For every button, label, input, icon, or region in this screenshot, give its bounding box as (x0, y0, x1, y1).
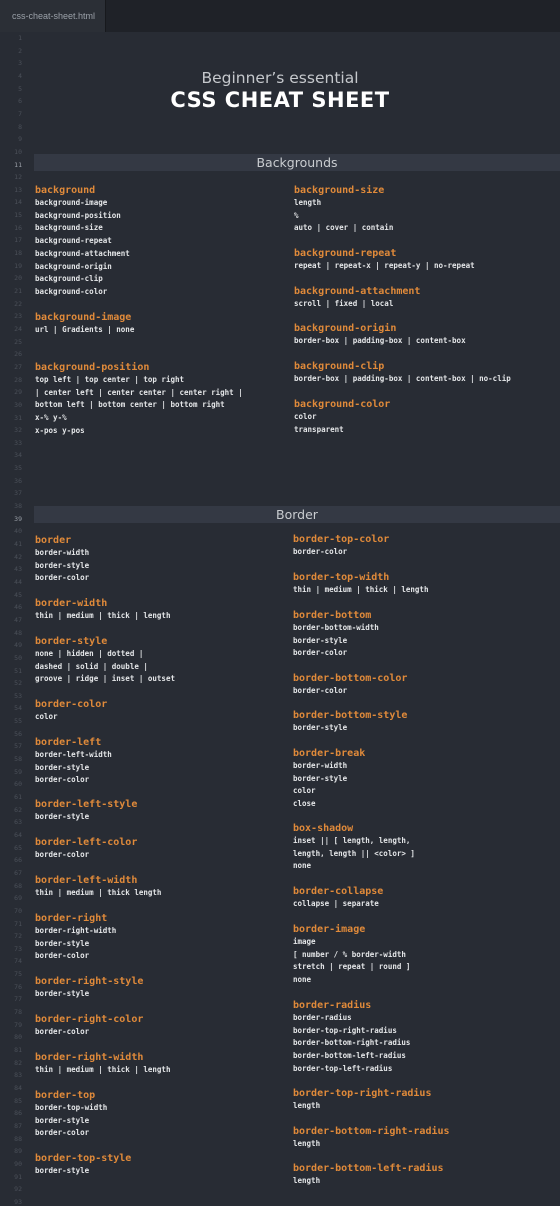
line-number: 86 (14, 1109, 22, 1118)
line-number: 58 (14, 755, 22, 764)
property-block (293, 885, 383, 911)
property-value: border-bottom-right-radius (293, 1038, 411, 1048)
property-name: border-radius (293, 1000, 372, 1011)
line-number: 87 (14, 1121, 22, 1130)
property-value: inset || [ length, length, (293, 836, 411, 845)
property-value: collapse | separate (293, 899, 379, 908)
line-number: 90 (14, 1159, 22, 1168)
line-number: 42 (14, 552, 22, 561)
line-number: 68 (14, 881, 22, 890)
property-value: length (293, 1139, 321, 1148)
property-value: border-color (293, 686, 348, 695)
property-block (35, 635, 175, 686)
property-value: border-style (35, 1115, 90, 1125)
property-name: background-position (35, 362, 150, 373)
line-number: 76 (14, 982, 22, 991)
property-name: border-left-style (35, 799, 138, 810)
page-title: CSS CHEAT SHEET (170, 88, 390, 112)
property-value: repeat | repeat-x | repeat-y | no-repeat (294, 261, 475, 270)
property-value: border-color (35, 775, 90, 785)
property-block (293, 672, 407, 698)
property-value: url | Gradients | none (35, 325, 135, 334)
line-number: 45 (14, 590, 22, 599)
line-number: 16 (14, 223, 22, 232)
line-number: 63 (14, 818, 22, 827)
line-number: 43 (14, 565, 22, 574)
property-block (35, 534, 89, 585)
property-name: border-image (293, 924, 366, 935)
line-number: 20 (14, 274, 22, 283)
line-number: 13 (14, 185, 22, 194)
line-number: 17 (14, 236, 22, 245)
line-number: 64 (14, 830, 22, 839)
editor[interactable] (0, 32, 560, 1206)
property-block (293, 571, 428, 597)
section-header-backgrounds (34, 154, 560, 171)
line-number: 75 (14, 970, 22, 979)
property-value: border-bottom-left-radius (293, 1051, 406, 1061)
property-name: background-size (294, 185, 385, 196)
property-value: border-style (35, 560, 90, 570)
line-number: 61 (14, 793, 22, 801)
property-value: thin | medium | thick length (35, 888, 162, 897)
line-number: 32 (14, 426, 22, 435)
line-number: 89 (14, 1147, 22, 1156)
property-name: border-right (35, 913, 108, 924)
property-block (294, 247, 475, 273)
property-block (294, 360, 511, 386)
property-name: border-bottom-left-radius (293, 1163, 444, 1174)
line-number: 50 (14, 653, 22, 662)
property-block (35, 311, 134, 337)
property-value: border-style (35, 812, 90, 821)
property-name: border-style (35, 636, 108, 647)
property-block (35, 975, 143, 1001)
line-number: 21 (14, 287, 22, 295)
line-number: 59 (14, 767, 22, 776)
property-name: border-bottom (293, 610, 372, 621)
line-number: 14 (14, 198, 22, 207)
property-value: border-color (35, 1027, 90, 1036)
line-number-gutter (0, 32, 26, 1206)
property-value: transparent (294, 424, 344, 434)
property-name: border-right-style (35, 976, 144, 987)
property-value: color (35, 712, 58, 721)
line-number: 52 (14, 679, 22, 688)
line-number: 39 (14, 514, 22, 523)
property-value: dashed | solid | double | (35, 661, 148, 671)
property-value: background-clip (35, 274, 103, 284)
line-number: 47 (14, 615, 22, 624)
property-value: border-style (293, 635, 348, 645)
page-subtitle: Beginner’s essential (201, 69, 359, 87)
line-number: 3 (18, 59, 22, 68)
property-value: border-style (35, 938, 90, 948)
property-value: background-attachment (35, 248, 130, 258)
line-number: 60 (14, 780, 22, 789)
property-value: x-% y-% (35, 413, 67, 423)
property-block (35, 361, 243, 438)
line-number: 1 (18, 34, 22, 42)
line-number: 51 (14, 666, 22, 675)
line-number: 10 (14, 147, 22, 156)
line-number: 91 (14, 1172, 22, 1181)
property-value: border-style (35, 989, 90, 998)
line-number: 67 (14, 868, 22, 877)
property-block (293, 923, 410, 987)
property-block (35, 1051, 170, 1077)
property-value: border-top-width (35, 1103, 108, 1112)
line-number: 65 (14, 843, 22, 852)
property-block (294, 184, 393, 235)
property-value: border-style (35, 762, 90, 772)
property-block (35, 874, 161, 900)
property-name: border-bottom-right-radius (293, 1126, 450, 1137)
line-number: 26 (14, 350, 22, 359)
line-number: 35 (14, 464, 22, 473)
property-value: length (294, 198, 322, 207)
section-title: Border (276, 507, 318, 522)
property-value: length (293, 1101, 321, 1110)
property-value: top left | top center | top right (35, 375, 185, 384)
property-value: border-color (293, 648, 348, 658)
property-value: length (293, 1176, 321, 1185)
line-number: 40 (14, 527, 22, 536)
line-number: 28 (14, 375, 22, 384)
property-value: border-style (35, 1166, 90, 1175)
line-number: 79 (14, 1020, 22, 1029)
property-value: border-color (293, 547, 348, 556)
line-number: 48 (14, 628, 22, 637)
property-block (35, 698, 107, 724)
property-value: background-size (35, 223, 103, 233)
line-number: 33 (14, 438, 22, 447)
property-name: background (35, 185, 96, 196)
property-name: border-left-color (35, 837, 138, 848)
line-number: 2 (18, 46, 22, 55)
property-value: border-radius (293, 1013, 352, 1022)
property-name: border-right-color (35, 1014, 144, 1025)
line-number: 37 (14, 489, 22, 498)
property-block (294, 285, 420, 311)
property-block (293, 709, 407, 735)
line-number: 83 (14, 1071, 22, 1080)
property-value: auto | cover | contain (294, 223, 394, 233)
property-value: border-style (293, 723, 348, 732)
property-value: thin | medium | thick | length (35, 611, 171, 620)
property-name: border-top-color (293, 534, 390, 545)
line-number: 71 (14, 919, 22, 928)
line-number: 9 (18, 135, 22, 144)
line-number: 77 (14, 995, 22, 1004)
property-value: background-origin (35, 261, 112, 271)
line-number: 80 (14, 1033, 22, 1042)
line-number: 12 (14, 173, 22, 182)
property-block (35, 184, 130, 299)
property-block (294, 398, 390, 436)
line-number: 78 (14, 1008, 22, 1017)
property-value: [ number / % border-width (293, 949, 406, 959)
property-block (293, 822, 415, 873)
line-number: 62 (14, 805, 22, 814)
property-block (294, 322, 466, 348)
property-block (293, 609, 379, 660)
line-number: 5 (18, 84, 22, 93)
property-name: border-top-right-radius (293, 1088, 432, 1099)
line-number: 53 (14, 691, 22, 700)
property-value: stretch | repeat | round ] (293, 962, 411, 972)
line-number: 23 (14, 312, 22, 321)
line-number: 27 (14, 362, 22, 371)
property-value: | center left | center center | center right | (35, 387, 243, 397)
line-number: 82 (14, 1058, 22, 1067)
property-block (293, 747, 365, 811)
property-value: background-image (35, 198, 108, 207)
line-number: 4 (18, 71, 22, 80)
property-value: border-right-width (35, 926, 117, 935)
property-name: border-left-width (35, 875, 138, 886)
property-value: border-width (293, 761, 348, 770)
property-block (35, 1152, 131, 1178)
property-block (293, 533, 389, 559)
property-value: background-color (35, 286, 108, 296)
line-number: 6 (18, 97, 22, 106)
property-value: border-color (35, 1128, 90, 1138)
property-name: border-top (35, 1090, 96, 1101)
property-name: border-bottom-color (293, 673, 408, 684)
line-number: 73 (14, 944, 22, 953)
property-block (293, 1125, 450, 1151)
property-name: border-break (293, 748, 366, 759)
property-value: close (293, 799, 316, 809)
property-block (293, 1087, 431, 1113)
property-name: border-bottom-style (293, 710, 408, 721)
line-number: 72 (14, 932, 22, 941)
property-name: background-clip (294, 361, 385, 372)
property-name: border (35, 535, 72, 546)
property-name: border-collapse (293, 886, 384, 897)
line-number: 38 (14, 502, 22, 511)
property-value: color (293, 786, 316, 796)
line-number: 46 (14, 603, 22, 612)
line-number: 34 (14, 451, 22, 460)
property-block (35, 912, 116, 963)
line-number: 54 (14, 704, 22, 713)
line-number: 66 (14, 856, 22, 865)
tab-css-cheat-sheet[interactable]: css-cheat-sheet.html (0, 0, 106, 32)
line-number: 84 (14, 1083, 22, 1092)
property-value: border-box | padding-box | content-box | no-clip (294, 374, 511, 383)
line-number: 85 (14, 1096, 22, 1105)
line-number: 25 (14, 337, 22, 346)
property-value: border-color (35, 850, 90, 859)
property-name: border-top-style (35, 1153, 132, 1164)
property-name: background-image (35, 312, 132, 323)
line-number: 15 (14, 211, 22, 220)
property-value: border-top-left-radius (293, 1063, 393, 1073)
property-block (293, 1162, 444, 1188)
property-value: thin | medium | thick | length (35, 1065, 171, 1074)
property-value: border-style (293, 773, 348, 783)
line-number: 24 (14, 324, 22, 333)
property-value: x-pos y-pos (35, 425, 85, 435)
line-number: 92 (14, 1185, 22, 1194)
line-number: 93 (14, 1197, 22, 1206)
property-name: background-attachment (294, 286, 421, 297)
section-header-border (34, 506, 560, 523)
property-value: border-color (35, 951, 90, 961)
property-value: background-repeat (35, 236, 112, 246)
property-value: scroll | fixed | local (294, 299, 394, 308)
property-value: bottom left | bottom center | bottom right (35, 400, 225, 410)
property-value: length, length || <color> ] (293, 848, 415, 858)
property-value: none (293, 861, 312, 871)
line-number: 88 (14, 1134, 22, 1143)
line-number: 18 (14, 249, 22, 258)
property-block (35, 597, 170, 623)
property-value: image (293, 937, 316, 946)
property-name: border-left (35, 737, 102, 748)
line-number: 55 (14, 717, 22, 726)
line-number: 7 (18, 109, 22, 118)
property-name: background-color (294, 399, 391, 410)
line-number: 44 (14, 577, 22, 586)
line-number: 11 (14, 160, 22, 169)
line-number: 81 (14, 1046, 22, 1054)
line-number: 8 (18, 122, 22, 131)
property-name: border-right-width (35, 1052, 144, 1063)
property-block (35, 798, 137, 824)
line-number: 41 (14, 540, 22, 548)
line-number: 69 (14, 894, 22, 903)
property-name: border-top-width (293, 572, 390, 583)
line-number: 31 (14, 413, 22, 422)
property-value: border-top-right-radius (293, 1025, 397, 1035)
property-value: groove | ridge | inset | outset (35, 674, 175, 684)
line-number: 70 (14, 906, 22, 915)
property-name: border-color (35, 699, 108, 710)
line-number: 56 (14, 729, 22, 738)
line-number: 36 (14, 476, 22, 485)
property-name: background-repeat (294, 248, 397, 259)
line-number: 57 (14, 742, 22, 751)
property-value: none (293, 975, 312, 985)
property-block (35, 1089, 107, 1140)
line-number: 22 (14, 299, 22, 308)
property-value: % (294, 210, 299, 220)
property-value: thin | medium | thick | length (293, 585, 429, 594)
line-number: 30 (14, 400, 22, 409)
property-value: background-position (35, 210, 121, 220)
property-value: color (294, 412, 317, 421)
property-block (35, 1013, 143, 1039)
property-block (35, 836, 137, 862)
line-number: 74 (14, 957, 22, 966)
property-value: border-left-width (35, 750, 112, 759)
property-value: border-bottom-width (293, 623, 379, 632)
property-name: box-shadow (293, 823, 354, 834)
property-value: border-color (35, 573, 90, 583)
line-number: 29 (14, 388, 22, 397)
tab-bar (0, 0, 560, 32)
property-value: none | hidden | dotted | (35, 649, 144, 658)
property-value: border-width (35, 548, 90, 557)
line-number: 19 (14, 261, 22, 270)
line-number: 49 (14, 641, 22, 650)
property-name: background-origin (294, 323, 397, 334)
property-block (293, 999, 410, 1076)
property-block (35, 736, 112, 787)
property-name: border-width (35, 598, 108, 609)
property-value: border-box | padding-box | content-box (294, 336, 466, 345)
section-title: Backgrounds (256, 155, 338, 170)
